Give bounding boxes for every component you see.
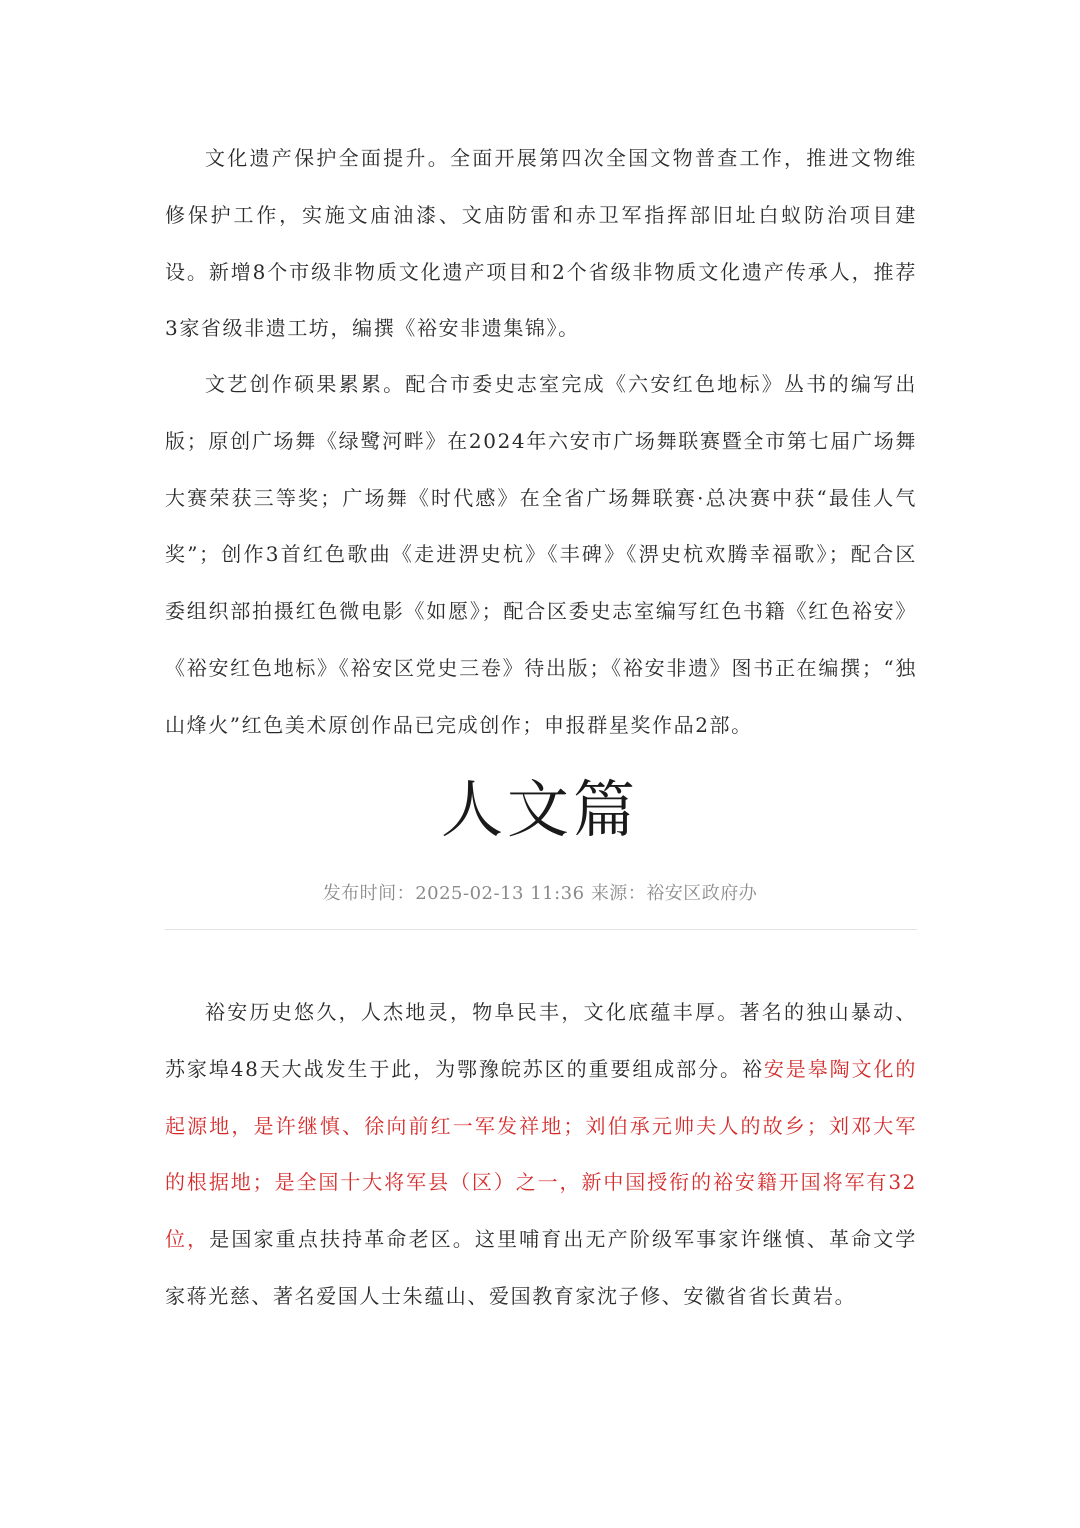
source-name: 裕安区政府办 (646, 883, 758, 904)
publish-time-label: 发布时间： (322, 883, 416, 904)
history-text-part1: 裕安历史悠久，人杰地灵，物阜民丰，文化底蕴丰厚。著名的独山暴动、苏家埠48天大战发生于此，为鄂豫皖苏区的重要组成部分。裕 (165, 1000, 917, 1081)
paragraph-history-intro (165, 984, 917, 1325)
paragraph-art-creation: 文艺创作硕果累累。配合市委史志室完成《六安红色地标》丛书的编写出版；原创广场舞《绿鹭河畔》在2024年六安市广场舞联赛暨全市第七届广场舞大赛荣获三等奖；广场舞《时代感》在全省广场舞联赛·总决赛中获“最佳人气奖”；创作3首红色歌曲《走进淠史杭》《丰碑》《淠史杭欢腾幸福歌》；配合区委组织部拍摄红色微电影《如愿》；配合区委史志室编写红色书籍《红色裕安》《裕安红色地标》《裕安区党史三卷》待出版；《裕安非遗》图书正在编撰；“独山烽火”红色美术原创作品已完成创作；申报群星奖作品2部。 (165, 372, 917, 737)
divider-line (165, 929, 917, 930)
paragraph-heritage-protection: 文化遗产保护全面提升。全面开展第四次全国文物普查工作，推进文物维修保护工作，实施文庙油漆、文庙防雷和赤卫军指挥部旧址白蚁防治项目建设。新增8个市级非物质文化遗产项目和2个省级非物质文化遗产传承人，推荐3家省级非遗工坊，编撰《裕安非遗集锦》。 (165, 146, 917, 341)
history-text-part2: 是国家重点扶持革命老区。这里哺育出无产阶级军事家许继慎、革命文学家蒋光慈、著名爱国人士朱蕴山、爱国教育家沈子修、安徽省省长黄岩。 (165, 1227, 918, 1308)
article-title: 人文篇 (440, 773, 639, 846)
publish-time: 2025-02-13 11:36 (415, 883, 585, 904)
source-label: 来源： (590, 883, 647, 904)
article-meta (0, 876, 1080, 912)
history-text-highlight: 安是皋陶文化的起源地，是许继慎、徐向前红一军发祥地；刘伯承元帅夫人的故乡；刘邓大军的根据地；是全国十大将军县（区）之一，新中国授衔的裕安籍开国将军有32位， (165, 1056, 918, 1252)
